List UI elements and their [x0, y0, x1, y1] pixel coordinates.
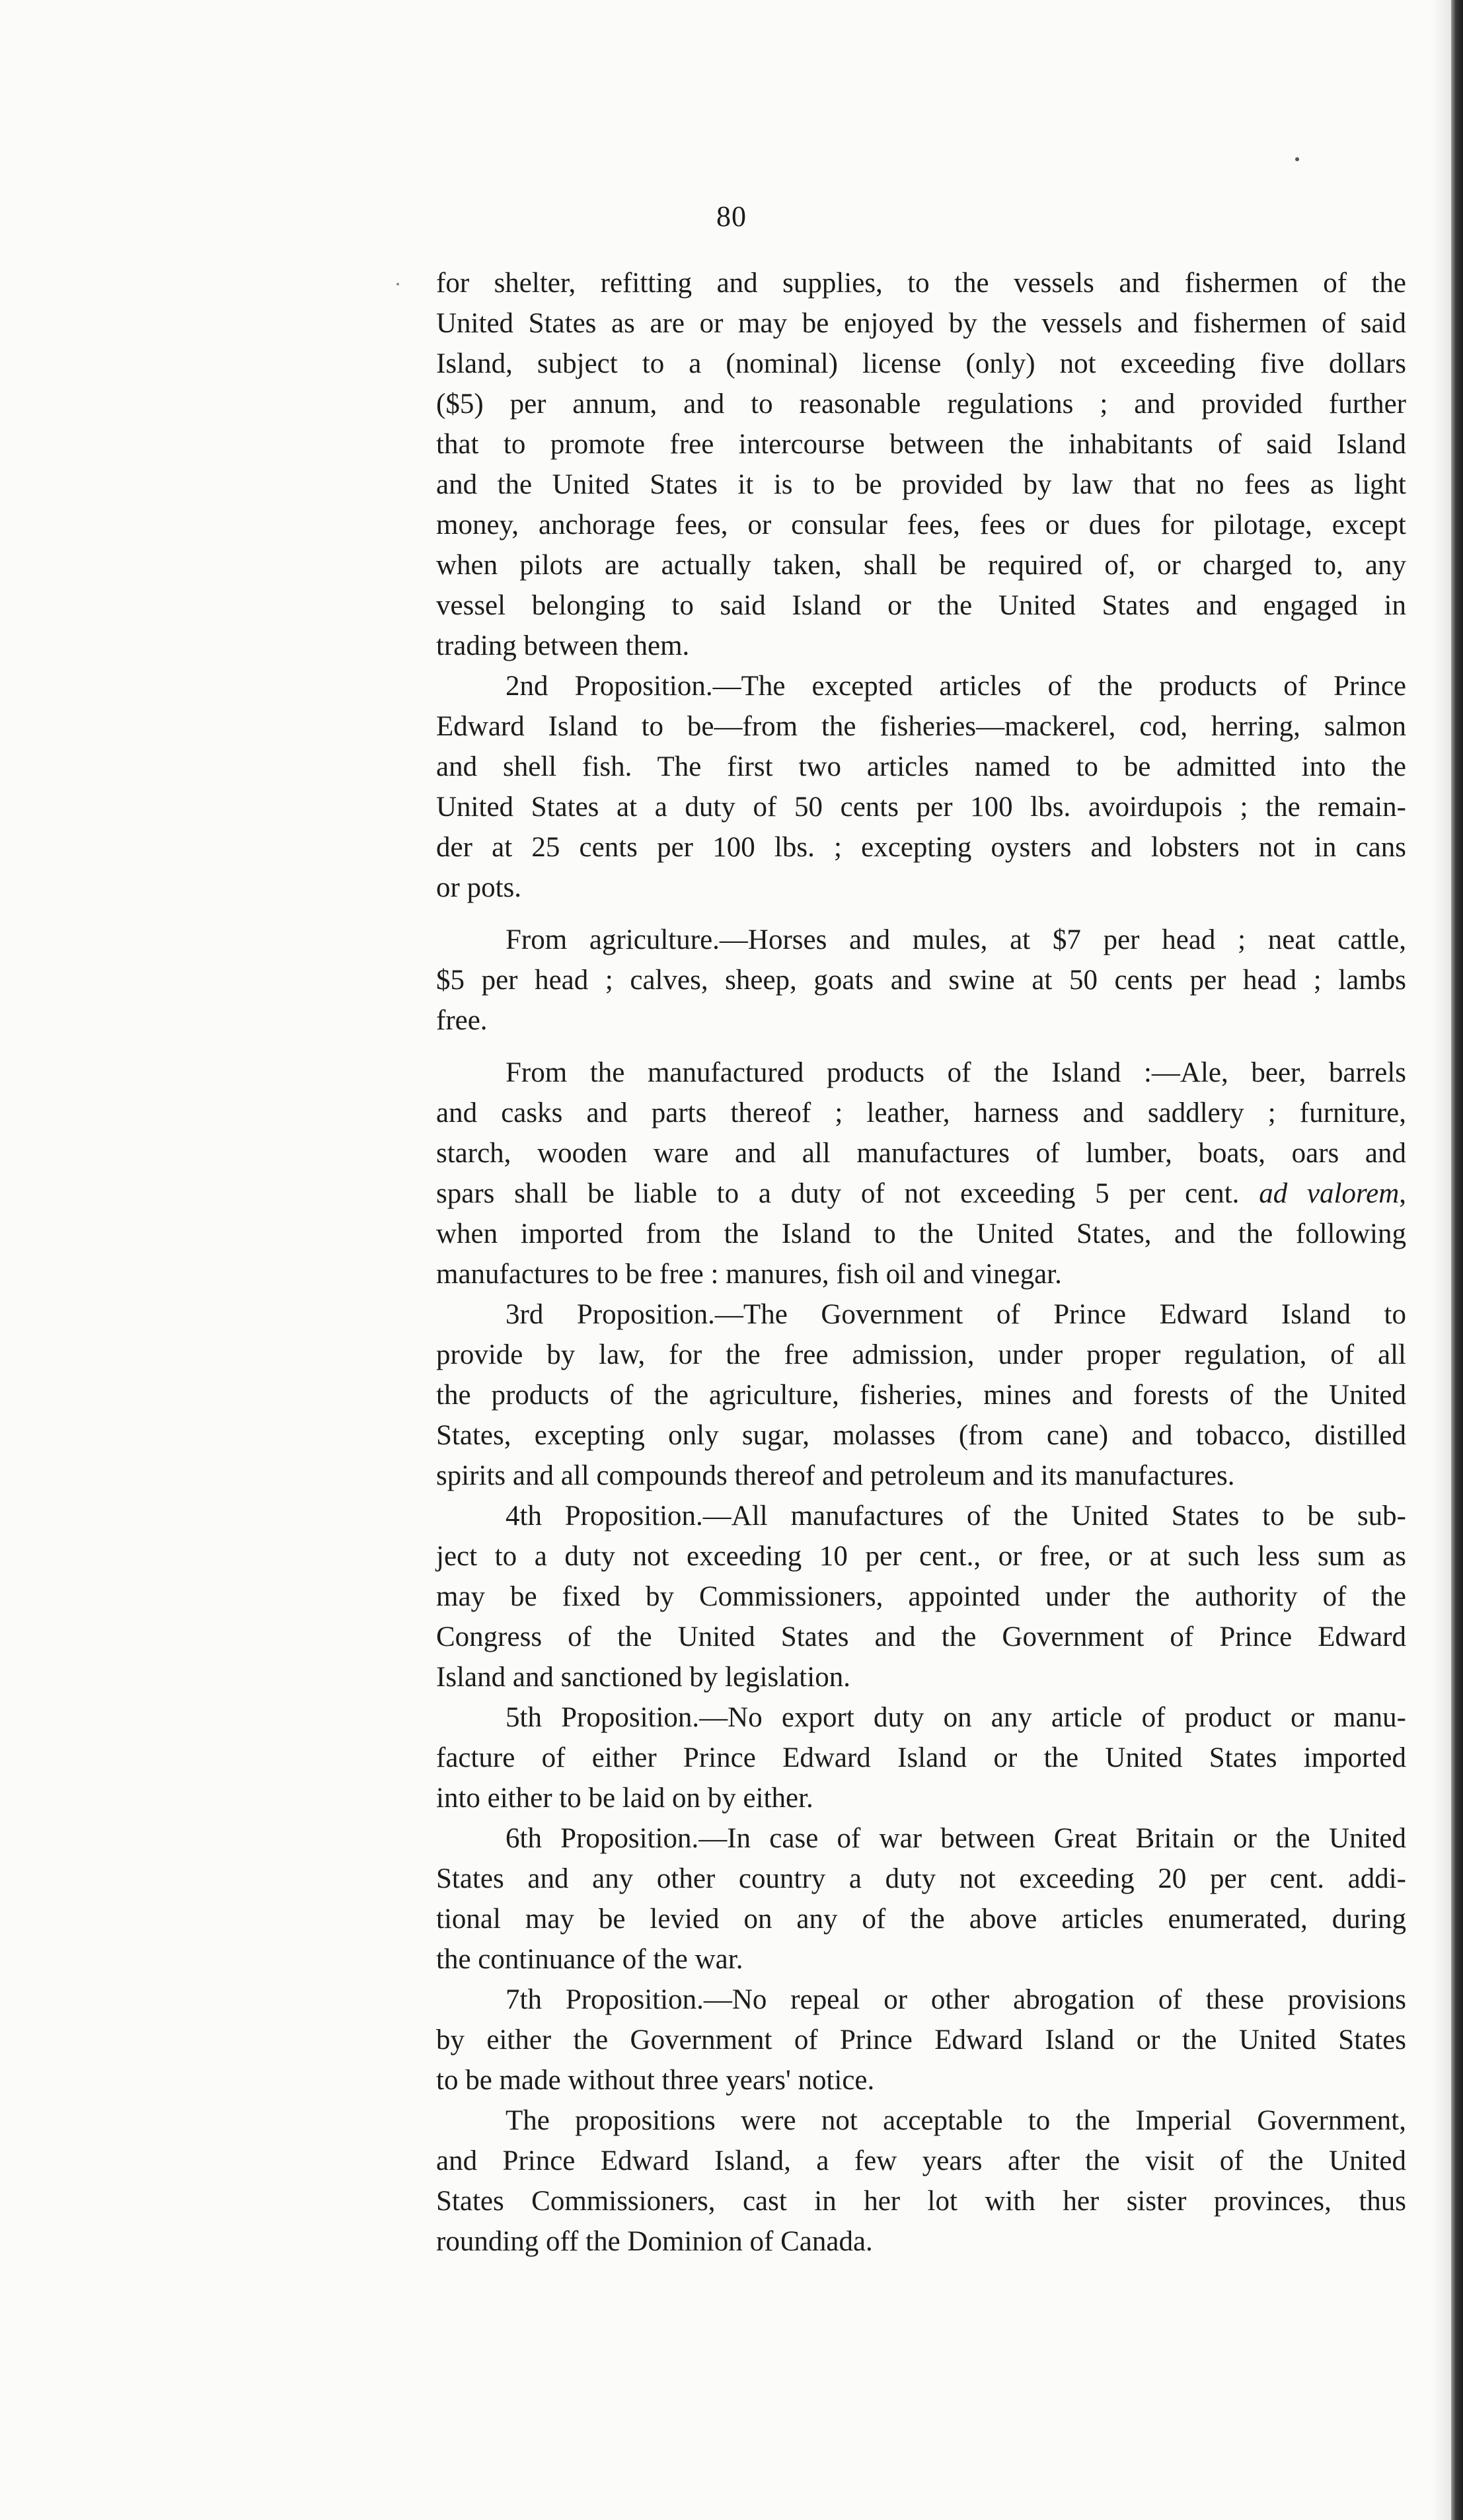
page-number: 80 — [716, 200, 747, 233]
text-line: and Prince Edward Island, a few years after the visit of the United — [436, 2145, 1406, 2176]
text-line: 6th Proposition.—In case of war between Great Britain or the United — [506, 1823, 1406, 1854]
text-line: States and any other country a duty not exceeding 20 per cent. addi- — [436, 1863, 1406, 1894]
text-line: that to promote free intercourse between the inhabitants of said Island — [436, 429, 1406, 460]
text-line: the continuance of the war. — [436, 1944, 743, 1975]
text-line: Edward Island to be—from the fisheries—mackerel, cod, herring, salmon — [436, 711, 1406, 742]
text-line: ject to a duty not exceeding 10 per cent., or free, or at such less sum as — [436, 1541, 1406, 1572]
text-line: States, excepting only sugar, molasses (from cane) and tobacco, distilled — [436, 1420, 1406, 1451]
text-line: for shelter, refitting and supplies, to the vessels and fishermen of the — [436, 268, 1406, 299]
text-line: and shell fish. The first two articles named to be admitted into the — [436, 751, 1406, 782]
text-line: The propositions were not acceptable to the Imperial Government, — [506, 2105, 1406, 2136]
text-line: and casks and parts thereof ; leather, harness and saddlery ; furniture, — [436, 1097, 1406, 1129]
text-line: der at 25 cents per 100 lbs. ; excepting oysters and lobsters not in cans — [436, 832, 1406, 863]
text-line: rounding off the Dominion of Canada. — [436, 2226, 873, 2257]
paragraph-gap — [436, 1041, 1406, 1053]
text-line: when pilots are actually taken, shall be required of, or charged to, any — [436, 550, 1406, 581]
paper-speck — [1295, 157, 1299, 161]
text-line: ($5) per annum, and to reasonable regulations ; and provided further — [436, 389, 1406, 420]
text-line: and the United States it is to be provided by law that no fees as light — [436, 469, 1406, 500]
text-line: States Commissioners, cast in her lot with her sister provinces, thus — [436, 2186, 1406, 2217]
text-line: starch, wooden ware and all manufactures of lumber, boats, oars and — [436, 1138, 1406, 1169]
text-line: by either the Government of Prince Edward Island or the United States — [436, 2024, 1406, 2056]
text-line: 3rd Proposition.—The Government of Prince Edward Island to — [506, 1299, 1406, 1330]
text-line: spars shall be liable to a duty of not exceeding 5 per cent. ad valorem, — [436, 1178, 1406, 1209]
text-line: 2nd Proposition.—The excepted articles of the products of Prince — [506, 671, 1406, 702]
text-line: manufactures to be free : manures, fish oil and vinegar. — [436, 1259, 1062, 1290]
text-line: From the manufactured products of the Island :—Ale, beer, barrels — [506, 1057, 1406, 1088]
binding-edge — [1451, 0, 1463, 2520]
paragraph-gap — [436, 908, 1406, 920]
text-line: $5 per head ; calves, sheep, goats and swine at 50 cents per head ; lambs — [436, 965, 1406, 996]
text-line: United States as are or may be enjoyed by the vessels and fishermen of said — [436, 308, 1406, 339]
text-line: into either to be laid on by either. — [436, 1783, 813, 1814]
text-line: spirits and all compounds thereof and petroleum and its manufactures. — [436, 1460, 1235, 1491]
text-line: Island and sanctioned by legislation. — [436, 1662, 850, 1693]
text-line: 5th Proposition.—No export duty on any article of product or manu- — [506, 1702, 1406, 1733]
text-line: tional may be levied on any of the above articles enumerated, during — [436, 1904, 1406, 1935]
text-line: money, anchorage fees, or consular fees, fees or dues for pilotage, except — [436, 509, 1406, 540]
text-line: United States at a duty of 50 cents per 100 lbs. avoirdupois ; the remain- — [436, 792, 1406, 823]
text-line: facture of either Prince Edward Island or the United States imported — [436, 1742, 1406, 1773]
text-line: 4th Proposition.—All manufactures of the United States to be sub- — [506, 1501, 1406, 1532]
text-line: provide by law, for the free admission, under proper regulation, of all — [436, 1339, 1406, 1370]
paper-speck — [396, 283, 399, 285]
text-line: the products of the agriculture, fisheries, mines and forests of the United — [436, 1380, 1406, 1411]
text-line: free. — [436, 1005, 488, 1036]
binding-shadow — [1431, 0, 1451, 2520]
text-line: From agriculture.—Horses and mules, at $7 per head ; neat cattle, — [506, 924, 1406, 955]
text-line: may be fixed by Commissioners, appointed under the authority of the — [436, 1581, 1406, 1612]
text-line: to be made without three years' notice. — [436, 2065, 875, 2096]
text-line: Congress of the United States and the Government of Prince Edward — [436, 1621, 1406, 1652]
body-text — [436, 263, 1406, 2262]
text-line: vessel belonging to said Island or the United States and engaged in — [436, 590, 1406, 621]
text-line: when imported from the Island to the United States, and the following — [436, 1218, 1406, 1249]
text-line: trading between them. — [436, 630, 690, 661]
text-line: or pots. — [436, 872, 521, 903]
italic-phrase: ad valorem — [1259, 1178, 1400, 1209]
text-line: Island, subject to a (nominal) license (only) not exceeding five dollars — [436, 348, 1406, 379]
text-line: 7th Proposition.—No repeal or other abrogation of these provisions — [506, 1984, 1406, 2015]
